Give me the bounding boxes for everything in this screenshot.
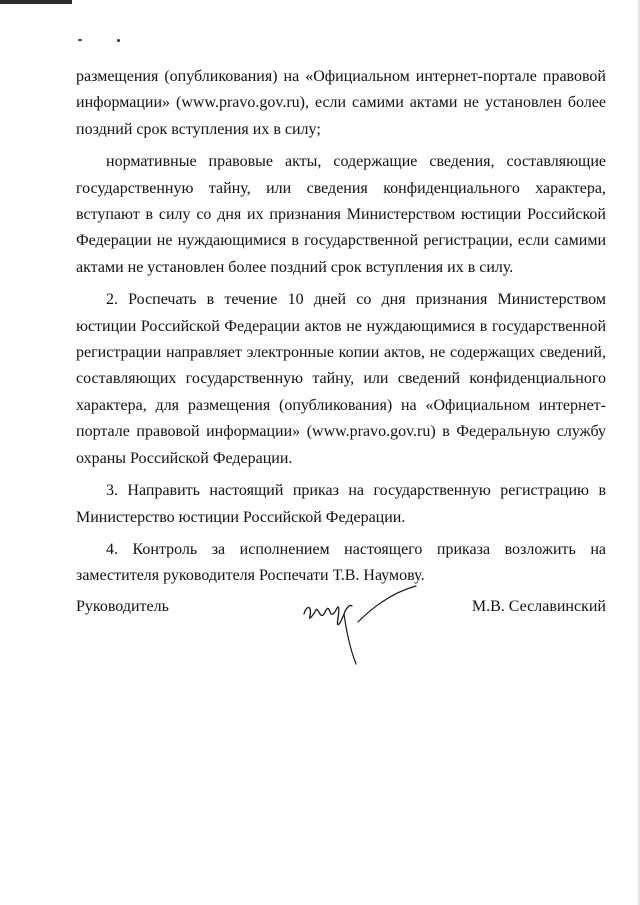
signatory-name: М.В. Сеславинский [471,598,606,615]
paragraph-item-4: 4. Контроль за исполнением настоящего приказа возложить на заместителя руководителя Роспечати Т.В. Наумову. [76,540,606,585]
paragraph-item-2: 2. Роспечать в течение 10 дней со дня признания Министерством юстиции Российской Федерации актов не нуждающимися в государственной регистрации направляет электронные копии актов, не содержащих сведений, составляющих государственную тайну, или сведений конфиденциального характера, для размещения (опубликования) на «Официальном интернет-портале правовой информации» (www.pravo.gov.ru) в Федеральную службу охраны Российской Федерации. [76,291,606,467]
scan-artifact [0,0,72,4]
paragraph-item-3: 3. Направить настоящий приказ на государственную регистрацию в Министерство юстиции Российской Федерации. [76,482,606,526]
signature-block [76,598,606,678]
handwritten-signature [294,584,444,674]
document-body [76,64,606,590]
paragraph-continuation: размещения (опубликования) на «Официальном интернет-портале правовой информации» (www.pravo.gov.ru), если самими актами не установлен более поздний срок вступления их в силу; [76,68,606,138]
signatory-position: Руководитель [76,598,169,615]
scan-speck [78,39,82,41]
scan-speck [117,39,120,42]
paragraph-classified-acts: нормативные правовые акты, содержащие сведения, составляющие государственную тайну, или сведения конфиденциального характера, вступают в силу со дня их признания Министерством юстиции Российской Федерации не нуждающимися в государственной регистрации, если самими актами не установлен более поздний срок вступления их в силу. [76,153,606,276]
